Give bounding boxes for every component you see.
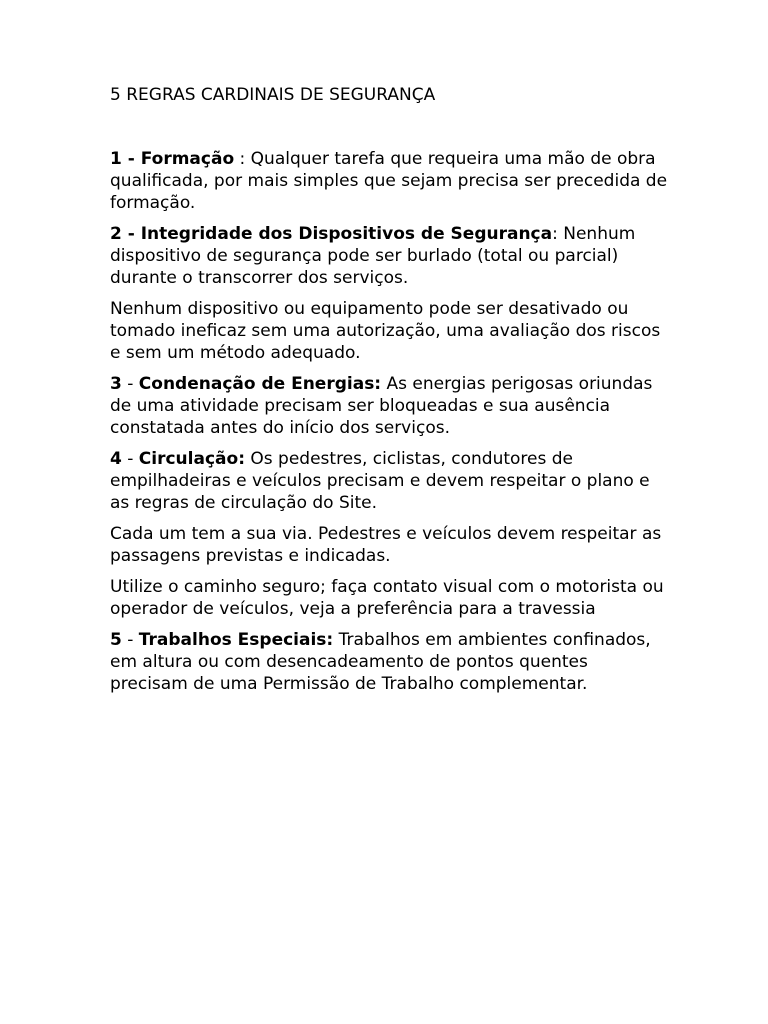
rule-3-heading: Condenação de Energias: bbox=[138, 374, 382, 394]
rule-4-number: 4 bbox=[110, 449, 122, 469]
rule-4-text: Os pedestres, ciclistas, condutores de empilhadeiras e veículos precisam e devem respeitar o plano e as regras de circulação do Site. bbox=[110, 449, 650, 513]
rule-2-text: : Nenhum dispositivo de segurança pode ser burlado (total ou parcial) durante o transcorrer dos serviços. bbox=[110, 224, 636, 288]
rule-3-number: 3 bbox=[110, 374, 122, 394]
rule-4-extra-1: Cada um tem a sua via. Pedestres e veículos devem respeitar as passagens previstas e indicadas. bbox=[110, 524, 662, 566]
rule-5-heading: Trabalhos Especiais: bbox=[138, 630, 334, 650]
rule-4-heading: Circulação: bbox=[138, 449, 245, 469]
rule-5 bbox=[110, 629, 670, 695]
rule-5-separator: - bbox=[121, 630, 139, 650]
rule-2 bbox=[110, 223, 670, 289]
rule-3-text: As energias perigosas oriundas de uma atividade precisam ser bloqueadas e sua ausência constatada antes do início dos serviços. bbox=[110, 374, 653, 438]
document-page bbox=[110, 84, 670, 704]
rule-1-heading: 1 - Formação bbox=[110, 149, 235, 169]
rule-5-text: Trabalhos em ambientes confinados, em altura ou com desencadeamento de pontos quentes precisam de uma Permissão de Trabalho complementar. bbox=[110, 630, 651, 694]
document-title: 5 REGRAS CARDINAIS DE SEGURANÇA bbox=[110, 85, 436, 105]
rule-4-separator: - bbox=[121, 449, 139, 469]
rule-5-number: 5 bbox=[110, 630, 122, 650]
rule-4 bbox=[110, 448, 670, 514]
rule-1-text: : Qualquer tarefa que requeira uma mão de obra qualificada, por mais simples que sejam precisa ser precedida de formação. bbox=[110, 149, 668, 213]
rule-2-heading: 2 - Integridade dos Dispositivos de Segurança bbox=[110, 224, 553, 244]
rule-3 bbox=[110, 373, 670, 439]
rule-3-separator: - bbox=[121, 374, 139, 394]
rule-2-extra: Nenhum dispositivo ou equipamento pode ser desativado ou tomado ineficaz sem uma autorização, uma avaliação dos riscos e sem um método adequado. bbox=[110, 299, 661, 363]
rule-1 bbox=[110, 148, 670, 214]
rule-4-extra-2: Utilize o caminho seguro; faça contato visual com o motorista ou operador de veículos, veja a preferência para a travessia bbox=[110, 577, 664, 619]
